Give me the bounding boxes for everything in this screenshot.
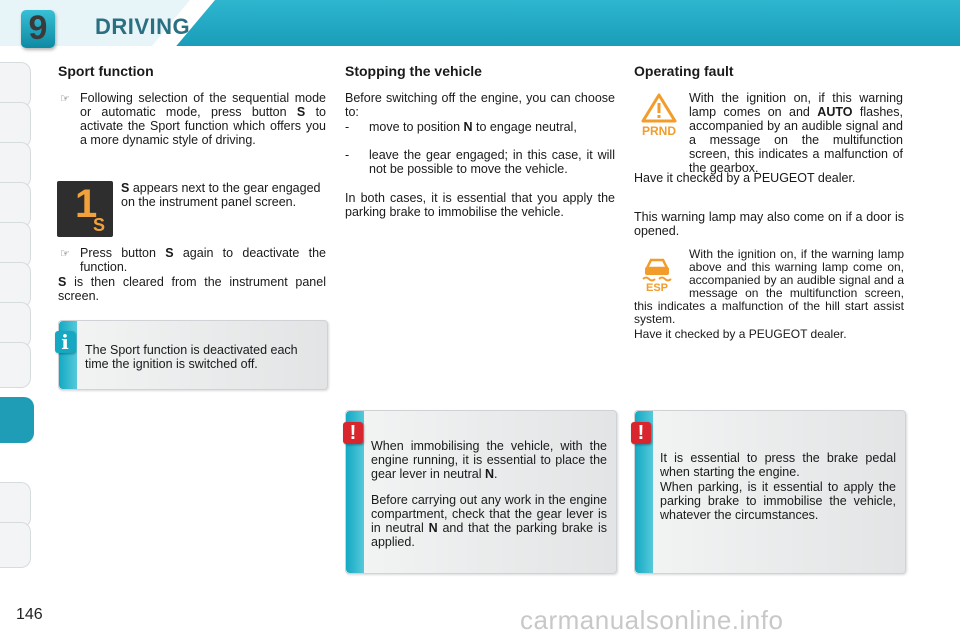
warning-stopping-text-2-end: and that the parking brake is applied. <box>371 521 607 549</box>
fault-para-5: Have it checked by a PEUGEOT dealer. <box>634 327 847 341</box>
warning-stopping-text-1-start: When immobilising the vehicle, with the engine running, it is essential to place the gear lever in neutral <box>371 439 607 481</box>
sport-gear-indicator-icon <box>57 181 113 237</box>
chapter-tab-8[interactable] <box>0 342 31 388</box>
key-auto: AUTO <box>817 105 853 119</box>
arrow-icon: ☞ <box>60 93 70 105</box>
warning-stopping-text-2-start: Before carrying out any work in the engine compartment, check that the gear lever is in neutral <box>371 493 607 535</box>
dash-bullet: - <box>345 148 350 162</box>
gearbox-warning-lamp-icon <box>637 93 681 137</box>
sport-para-4 <box>58 275 326 303</box>
warning-stopping-text-2 <box>371 493 607 549</box>
chapter-tab-9-active[interactable] <box>0 397 34 443</box>
sport-para-3-end: again to deactivate the function. <box>80 246 326 274</box>
sport-letter: S <box>93 215 106 235</box>
warning-fault-text-1: It is essential to press the brake pedal when starting the engine. <box>660 451 896 479</box>
warning-fault-text-2: When parking, is it essential to apply the parking brake to immobilise the vehicle, whatever the circumstances. <box>660 480 896 522</box>
fault-para-3: This warning lamp may also come on if a door is opened. <box>634 210 904 238</box>
info-icon: i <box>55 331 75 353</box>
page-number: 146 <box>16 606 43 623</box>
gear-digit: 1 <box>75 182 98 226</box>
key-s: S <box>121 181 130 195</box>
warning-icon: ! <box>631 422 651 444</box>
sport-para-4-text: is then cleared from the instrument panel screen. <box>58 275 326 303</box>
arrow-icon: ☞ <box>60 248 70 260</box>
stopping-intro: Before switching off the engine, you can choose to: <box>345 91 615 119</box>
dash-bullet: - <box>345 120 350 134</box>
fault-para-1-start: With the ignition on, if this warning lamp comes on and <box>689 91 903 119</box>
warning-stopping-text-1 <box>371 439 607 481</box>
stopping-item-2: leave the gear engaged; in this case, it will not be possible to move the vehicle. <box>369 148 615 176</box>
fault-para-2: Have it checked by a PEUGEOT dealer. <box>634 171 856 185</box>
sport-para-3 <box>80 246 326 274</box>
sport-para-3-start: Press button <box>80 246 156 260</box>
sport-para-2 <box>121 181 327 209</box>
side-chapter-tabs <box>0 62 32 577</box>
fault-para-1a <box>689 91 903 175</box>
key-n: N <box>484 467 494 481</box>
info-box <box>58 320 328 390</box>
key-s: S <box>296 105 306 119</box>
warning-box-stopping <box>345 410 617 574</box>
warning-box-fault <box>634 410 906 574</box>
sport-para-2-text: appears next to the gear engaged on the instrument panel screen. <box>121 181 321 209</box>
fault-para-1-end: flashes, accompanied by an audible signal and a message on the multifunction screen, this indicates a malfunction of the gearbox. <box>689 105 903 175</box>
key-n: N <box>428 521 438 535</box>
stopping-outro: In both cases, it is essential that you apply the parking brake to immobilise the vehicle. <box>345 191 615 219</box>
chapter-tab-11[interactable] <box>0 522 31 568</box>
watermark: carmanualsonline.info <box>520 605 784 635</box>
stopping-item-1-end: to engage neutral, <box>476 120 577 134</box>
sport-para-1-end: to activate the Sport function which offers you a more dynamic style of driving. <box>80 105 326 147</box>
key-n: N <box>463 120 473 134</box>
chapter-number: 9 <box>28 9 48 47</box>
key-s: S <box>165 246 174 260</box>
stopping-item-1 <box>369 120 615 134</box>
sport-para-1-text: Following selection of the sequential mode or automatic mode, press button <box>80 91 326 119</box>
sport-function-heading: Sport function <box>58 63 154 79</box>
fault-para-4 <box>634 248 904 326</box>
stopping-item-1-start: move to position <box>369 120 461 134</box>
esp-label: ESP <box>645 282 669 292</box>
chapter-title: DRIVING <box>95 14 191 39</box>
stopping-heading: Stopping the vehicle <box>345 63 482 79</box>
sport-para-1 <box>80 91 326 147</box>
operating-fault-heading: Operating fault <box>634 63 734 79</box>
key-s: S <box>58 275 67 289</box>
prnd-label: PRND <box>641 124 677 137</box>
warning-icon: ! <box>343 422 363 444</box>
period: . <box>494 467 498 481</box>
info-box-text: The Sport function is deactivated each time the ignition is switched off. <box>85 343 298 371</box>
esp-icon-spacer <box>634 248 689 298</box>
fault-para-4-text: With the ignition on, if the warning lamp above and this warning lamp come on, accompanied by an audible signal and a message on the multifunction screen, this indicates a malfunction of the hill start assist system. <box>634 247 904 326</box>
